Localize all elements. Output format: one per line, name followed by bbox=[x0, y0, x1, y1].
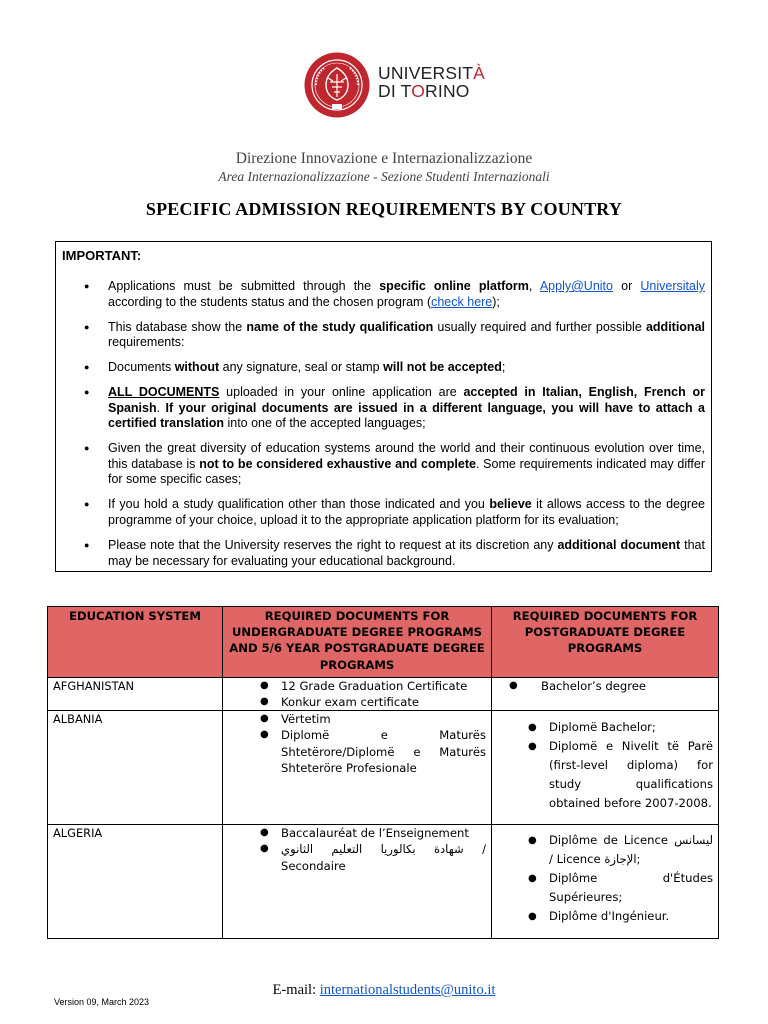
footer-email: E-mail: internationalstudents@unito.it bbox=[272, 982, 496, 998]
column-header-postgraduate: REQUIRED DOCUMENTS FOR POSTGRADUATE DEGREE PROGRAMS bbox=[492, 607, 719, 678]
universitaly-link[interactable]: Universitaly bbox=[640, 279, 705, 293]
undergrad-cell bbox=[223, 825, 492, 939]
list-item: ● Baccalauréat de l’Enseignement bbox=[228, 825, 486, 841]
undergrad-cell bbox=[223, 711, 492, 825]
list-item: ● Bachelor’s degree bbox=[497, 678, 713, 694]
version-note: Version 09, March 2023 bbox=[54, 997, 150, 1007]
table-row bbox=[48, 711, 719, 825]
requirements-table bbox=[47, 606, 719, 939]
notice-item: ● This database show the name of the study qualification usually required and further possible additional requirements: bbox=[56, 320, 713, 351]
column-header-undergraduate: REQUIRED DOCUMENTS FOR UNDERGRADUATE DEGREE PROGRAMS AND 5/6 YEAR POSTGRADUATE DEGREE PROGRAMS bbox=[223, 607, 492, 678]
university-header bbox=[0, 52, 768, 122]
postgrad-cell bbox=[492, 711, 719, 825]
important-notice bbox=[55, 241, 712, 572]
university-seal-icon bbox=[304, 52, 370, 118]
list-item: ● Diplôme d'Études Supérieures; bbox=[497, 869, 713, 907]
list-item: ● Diplomë Bachelor; bbox=[497, 718, 713, 737]
postgrad-cell bbox=[492, 677, 719, 710]
list-item: ● Diplôme d'Ingénieur. bbox=[497, 907, 713, 926]
list-item: ● شهادة بكالوريا التعليم الثانوي / Secondaire bbox=[228, 841, 486, 873]
notice-item: ● Please note that the University reserves the right to request at its discretion any additional document that may be necessary for evaluating your educational background. bbox=[56, 538, 713, 569]
notice-item: ● If you hold a study qualification other than those indicated and you believe it allows access to the degree programme of your choice, upload it to the appropriate application platform for its evaluation; bbox=[56, 497, 713, 528]
table-row bbox=[48, 825, 719, 939]
table-row bbox=[48, 677, 719, 710]
table-header-row bbox=[48, 607, 719, 678]
postgrad-cell bbox=[492, 825, 719, 939]
country-cell: ALGERIA bbox=[48, 825, 223, 939]
list-item: ● Konkur exam certificate bbox=[228, 694, 486, 710]
department-name: Direzione Innovazione e Internazionalizzazione bbox=[235, 150, 533, 167]
list-item: ● Vërtetim bbox=[228, 711, 486, 727]
area-name: Area Internazionalizzazione - Sezione Studenti Internazionali bbox=[218, 169, 550, 184]
country-cell: AFGHANISTAN bbox=[48, 677, 223, 710]
important-label: IMPORTANT: bbox=[62, 248, 142, 263]
notice-item: ● Applications must be submitted through the specific online platform, Apply@Unito or Universitaly according to the students status and the chosen program (check here); bbox=[56, 279, 713, 310]
university-name: UNIVERSITÀ DI TORINO bbox=[378, 63, 486, 101]
page-title: SPECIFIC ADMISSION REQUIREMENTS BY COUNTRY bbox=[145, 199, 623, 219]
check-here-link[interactable]: check here bbox=[431, 294, 493, 309]
list-item: ● Diplôme de Licence ليسانس / Licence الإجازة; bbox=[497, 831, 713, 869]
list-item: ● Diplomë e Nivelit të Parë (first-level diploma) for study qualifications obtained before 2007-2008. bbox=[497, 737, 713, 813]
important-list bbox=[56, 279, 713, 579]
column-header-education-system: EDUCATION SYSTEM bbox=[48, 607, 223, 678]
notice-item: ● ALL DOCUMENTS uploaded in your online application are accepted in Italian, English, French or Spanish. If your original documents are issued in a different language, you will have to attach a certified translation into one of the accepted languages; bbox=[56, 385, 713, 432]
list-item: ● Diplomë e Maturës Shtetërore/Diplomë e Maturës Shteteröre Profesionale bbox=[228, 727, 486, 776]
apply-unito-link[interactable]: Apply@Unito bbox=[539, 279, 613, 293]
notice-item: ● Given the great diversity of education systems around the world and their continuous evolution over time, this database is not to be considered exhaustive and complete. Some requirements indicated may differ for some specific cases; bbox=[56, 441, 713, 488]
notice-item: ● Documents without any signature, seal or stamp will not be accepted; bbox=[56, 360, 713, 376]
country-cell: ALBANIA bbox=[48, 711, 223, 825]
email-link[interactable]: internationalstudents@unito.it bbox=[319, 982, 496, 998]
list-item: ● 12 Grade Graduation Certificate bbox=[228, 678, 486, 694]
undergrad-cell bbox=[223, 677, 492, 710]
